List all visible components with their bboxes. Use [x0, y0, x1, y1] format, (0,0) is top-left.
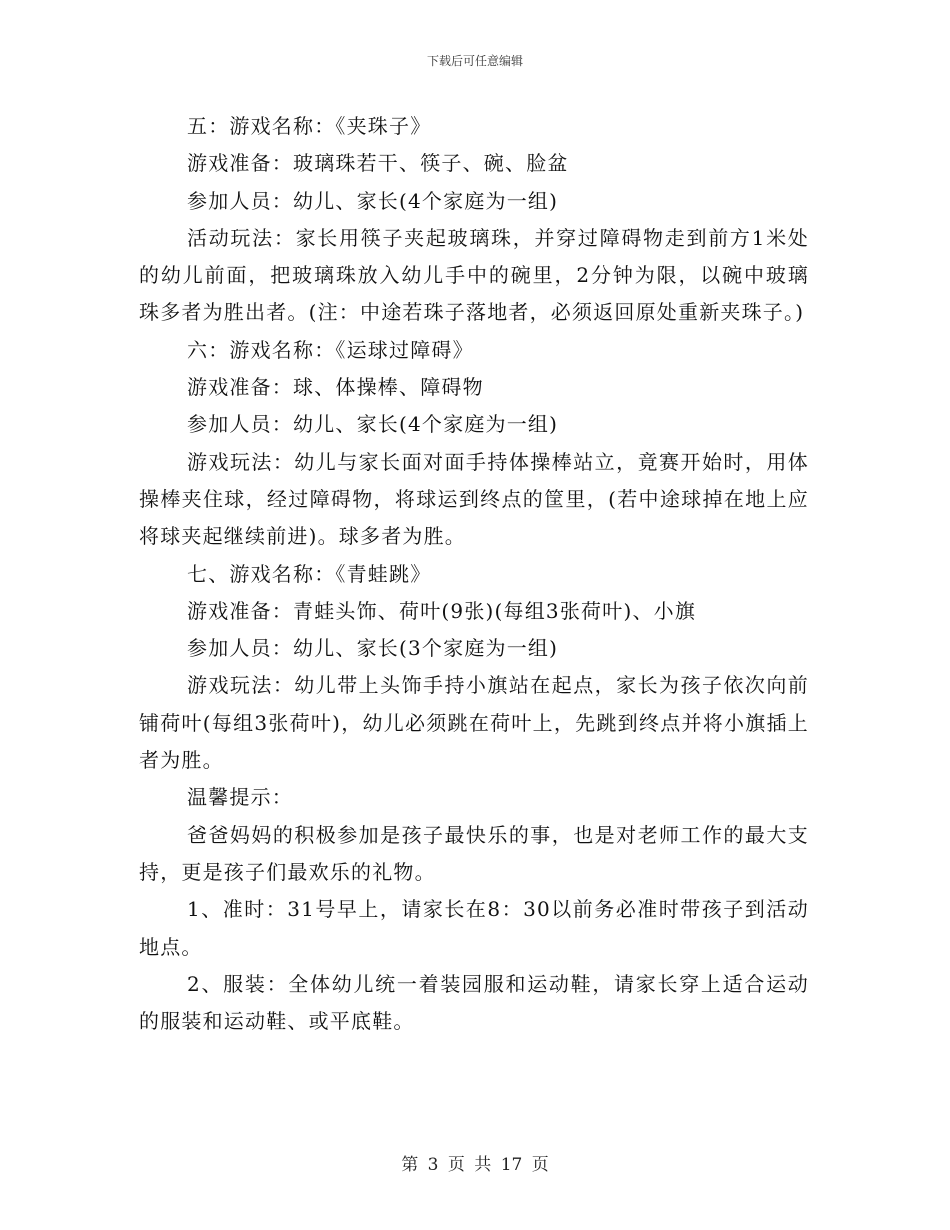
game7-participants: 参加人员：幼儿、家长(3个家庭为一组) — [187, 636, 559, 661]
game6-participants: 参加人员：幼儿、家长(4个家庭为一组) — [187, 412, 559, 437]
game5-title: 五：游戏名称：《夹珠子》 — [187, 114, 432, 138]
game6-preparation: 游戏准备：球、体操棒、障碍物 — [187, 375, 484, 400]
page-footer: 第 3 页 共 17 页 — [401, 1155, 549, 1175]
game7-rules: 游戏玩法：幼儿带上头饰手持小旗站在起点，家长为孩子依次向前铺荷叶(每组3张荷叶)，幼儿必须跳在荷叶上，先跳到终点并将小旗插上者为胜。 — [139, 673, 809, 773]
reminder-item-clothing: 2、服装：全体幼儿统一着装园服和运动鞋，请家长穿上适合运动的服装和运动鞋、或平底鞋。 — [139, 971, 809, 1034]
game6-rules: 游戏玩法：幼儿与家长面对面手持体操棒站立，竟赛开始时，用体操棒夹住球，经过障碍物，将球运到终点的筐里，(若中途球掉在地上应将球夹起继续前进)。球多者为胜。 — [139, 449, 809, 549]
reminder-intro: 爸爸妈妈的积极参加是孩子最快乐的事，也是对老师工作的最大支持，更是孩子们最欢乐的礼物。 — [139, 822, 809, 884]
game5-preparation: 游戏准备：玻璃珠若干、筷子、碗、脸盆 — [187, 151, 569, 176]
page-header: 下载后可任意编辑 — [426, 54, 523, 68]
game5-participants: 参加人员：幼儿、家长(4个家庭为一组) — [187, 188, 559, 213]
game5-rules: 活动玩法：家长用筷子夹起玻璃珠，并穿过障碍物走到前方1米处的幼儿前面，把玻璃珠放入幼儿手中的碗里，2分钟为限，以碗中玻璃珠多者为胜出者。(注：中途若珠子落地者，必须返回原处重新夹珠子。) — [139, 225, 809, 325]
document-body — [139, 108, 809, 1040]
game6-title: 六：游戏名称：《运球过障碍》 — [187, 337, 474, 362]
reminder-heading: 温馨提示： — [187, 785, 293, 810]
reminder-item-time: 1、准时：31号早上，请家长在8：30以前务必准时带孩子到活动地点。 — [139, 897, 809, 959]
game7-preparation: 游戏准备：青蛙头饰、荷叶(9张)(每组3张荷叶)、小旗 — [187, 598, 697, 623]
game7-title: 七、游戏名称：《青蛙跳》 — [187, 561, 432, 586]
